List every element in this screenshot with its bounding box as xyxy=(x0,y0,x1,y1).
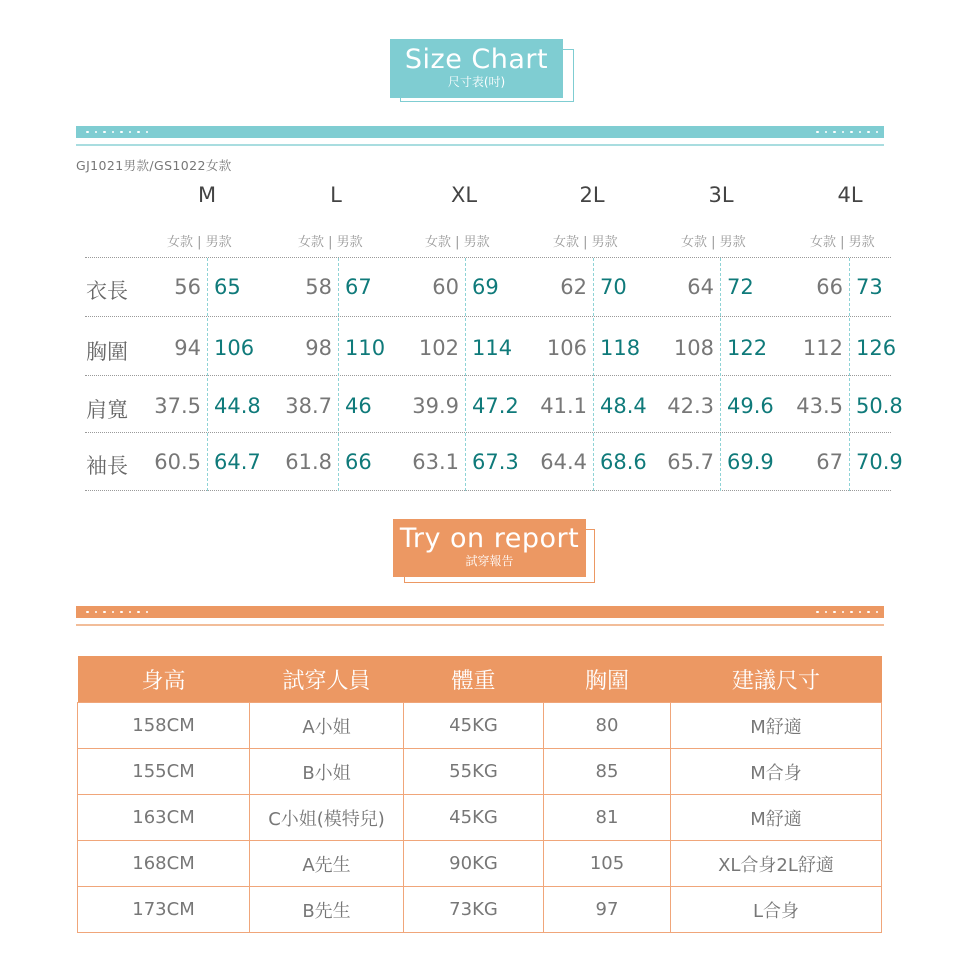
womens-value-2l: 62 xyxy=(560,275,587,299)
mens-value-l: 66 xyxy=(345,450,372,474)
column-divider xyxy=(849,258,850,491)
mens-value-l: 46 xyxy=(345,394,372,418)
sub-header-4l: 女款 | 男款 xyxy=(810,235,875,250)
row-divider xyxy=(85,257,891,258)
mens-value-2l: 68.6 xyxy=(600,450,647,474)
size-header-l: L xyxy=(330,183,342,207)
cell-recommended-size: M合身 xyxy=(671,749,882,795)
row-divider xyxy=(85,316,891,317)
band-dots-left xyxy=(86,606,148,618)
cell-tester: B小姐 xyxy=(250,749,404,795)
womens-value-m: 37.5 xyxy=(154,394,201,418)
womens-value-4l: 66 xyxy=(816,275,843,299)
cell-recommended-size: M舒適 xyxy=(671,795,882,841)
column-divider xyxy=(593,258,594,491)
cell-tester: B先生 xyxy=(250,887,404,933)
size-chart-band xyxy=(76,126,884,138)
cell-recommended-size: L合身 xyxy=(671,887,882,933)
col-header-tester: 試穿人員 xyxy=(250,656,404,703)
womens-value-3l: 108 xyxy=(673,336,714,360)
sub-header-2l: 女款 | 男款 xyxy=(553,235,618,250)
womens-value-3l: 65.7 xyxy=(667,450,714,474)
size-chart-title: Size Chart xyxy=(404,44,549,75)
cell-chest: 105 xyxy=(544,841,671,887)
try-on-subtitle: 試穿報告 xyxy=(465,554,514,568)
mens-value-l: 67 xyxy=(345,275,372,299)
mens-value-2l: 70 xyxy=(600,275,627,299)
cell-height: 163CM xyxy=(78,795,250,841)
mens-value-2l: 118 xyxy=(600,336,641,360)
mens-value-2l: 48.4 xyxy=(600,394,647,418)
womens-value-l: 58 xyxy=(305,275,332,299)
col-header-chest: 胸圍 xyxy=(544,656,671,703)
mens-value-4l: 70.9 xyxy=(856,450,903,474)
mens-value-l: 110 xyxy=(345,336,386,360)
cell-chest: 81 xyxy=(544,795,671,841)
row-label-chest: 胸圍 xyxy=(86,340,128,364)
table-row xyxy=(78,795,882,841)
womens-value-2l: 41.1 xyxy=(540,394,587,418)
mens-value-xl: 47.2 xyxy=(472,394,519,418)
row-divider xyxy=(85,490,891,491)
cell-weight: 45KG xyxy=(404,795,544,841)
womens-value-m: 60.5 xyxy=(154,450,201,474)
model-label: GJ1021男款/GS1022女款 xyxy=(76,158,232,173)
sub-header-m: 女款 | 男款 xyxy=(167,235,232,250)
try-on-table xyxy=(77,656,882,933)
womens-value-l: 61.8 xyxy=(285,450,332,474)
womens-value-4l: 67 xyxy=(816,450,843,474)
cell-recommended-size: M舒適 xyxy=(671,703,882,749)
table-row xyxy=(78,703,882,749)
sub-header-xl: 女款 | 男款 xyxy=(425,235,490,250)
womens-value-xl: 39.9 xyxy=(412,394,459,418)
col-header-height: 身高 xyxy=(78,656,250,703)
mens-value-xl: 69 xyxy=(472,275,499,299)
cell-tester: A先生 xyxy=(250,841,404,887)
womens-value-3l: 42.3 xyxy=(667,394,714,418)
size-chart-header-box xyxy=(390,39,563,98)
size-header-3l: 3L xyxy=(708,183,734,207)
mens-value-3l: 122 xyxy=(727,336,768,360)
mens-value-3l: 49.6 xyxy=(727,394,774,418)
womens-value-4l: 43.5 xyxy=(796,394,843,418)
cell-height: 173CM xyxy=(78,887,250,933)
size-chart-band-line xyxy=(76,144,884,146)
womens-value-l: 98 xyxy=(305,336,332,360)
table-row xyxy=(78,749,882,795)
cell-weight: 73KG xyxy=(404,887,544,933)
table-row xyxy=(78,887,882,933)
womens-value-2l: 64.4 xyxy=(540,450,587,474)
womens-value-4l: 112 xyxy=(802,336,843,360)
cell-weight: 45KG xyxy=(404,703,544,749)
mens-value-4l: 126 xyxy=(856,336,897,360)
womens-value-xl: 63.1 xyxy=(412,450,459,474)
row-label-shoulder: 肩寬 xyxy=(86,398,128,422)
mens-value-m: 106 xyxy=(214,336,255,360)
mens-value-m: 64.7 xyxy=(214,450,261,474)
sub-header-3l: 女款 | 男款 xyxy=(681,235,746,250)
cell-chest: 97 xyxy=(544,887,671,933)
cell-chest: 80 xyxy=(544,703,671,749)
band-dots-right xyxy=(816,126,878,138)
mens-value-xl: 114 xyxy=(472,336,513,360)
womens-value-xl: 60 xyxy=(432,275,459,299)
mens-value-3l: 72 xyxy=(727,275,754,299)
cell-tester: C小姐(模特兒) xyxy=(250,795,404,841)
size-header-xl: XL xyxy=(450,183,478,207)
band-dots-left xyxy=(86,126,148,138)
cell-weight: 55KG xyxy=(404,749,544,795)
try-on-header-box xyxy=(393,519,586,577)
size-header-4l: 4L xyxy=(837,183,863,207)
size-chart-subtitle: 尺寸表(吋) xyxy=(447,75,506,89)
cell-weight: 90KG xyxy=(404,841,544,887)
womens-value-3l: 64 xyxy=(687,275,714,299)
column-divider xyxy=(465,258,466,491)
table-row xyxy=(78,841,882,887)
cell-tester: A小姐 xyxy=(250,703,404,749)
cell-height: 155CM xyxy=(78,749,250,795)
row-label-length: 衣長 xyxy=(86,279,128,303)
try-on-header-row xyxy=(78,656,882,703)
cell-chest: 85 xyxy=(544,749,671,795)
band-dots-right xyxy=(816,606,878,618)
mens-value-m: 65 xyxy=(214,275,241,299)
sub-header-l: 女款 | 男款 xyxy=(298,235,363,250)
womens-value-xl: 102 xyxy=(418,336,459,360)
row-divider xyxy=(85,375,891,376)
try-on-band xyxy=(76,606,884,618)
cell-recommended-size: XL合身2L舒適 xyxy=(671,841,882,887)
womens-value-l: 38.7 xyxy=(285,394,332,418)
cell-height: 158CM xyxy=(78,703,250,749)
row-label-sleeve: 袖長 xyxy=(86,454,128,478)
mens-value-3l: 69.9 xyxy=(727,450,774,474)
womens-value-m: 56 xyxy=(174,275,201,299)
cell-height: 168CM xyxy=(78,841,250,887)
mens-value-4l: 73 xyxy=(856,275,883,299)
row-divider xyxy=(85,432,891,433)
column-divider xyxy=(338,258,339,491)
size-header-2l: 2L xyxy=(579,183,605,207)
mens-value-m: 44.8 xyxy=(214,394,261,418)
col-header-weight: 體重 xyxy=(404,656,544,703)
mens-value-4l: 50.8 xyxy=(856,394,903,418)
mens-value-xl: 67.3 xyxy=(472,450,519,474)
col-header-recommended-size: 建議尺寸 xyxy=(671,656,882,703)
try-on-band-line xyxy=(76,624,884,626)
womens-value-2l: 106 xyxy=(546,336,587,360)
column-divider xyxy=(720,258,721,491)
try-on-title: Try on report xyxy=(399,523,580,554)
womens-value-m: 94 xyxy=(174,336,201,360)
size-header-m: M xyxy=(197,183,217,207)
column-divider xyxy=(207,258,208,491)
